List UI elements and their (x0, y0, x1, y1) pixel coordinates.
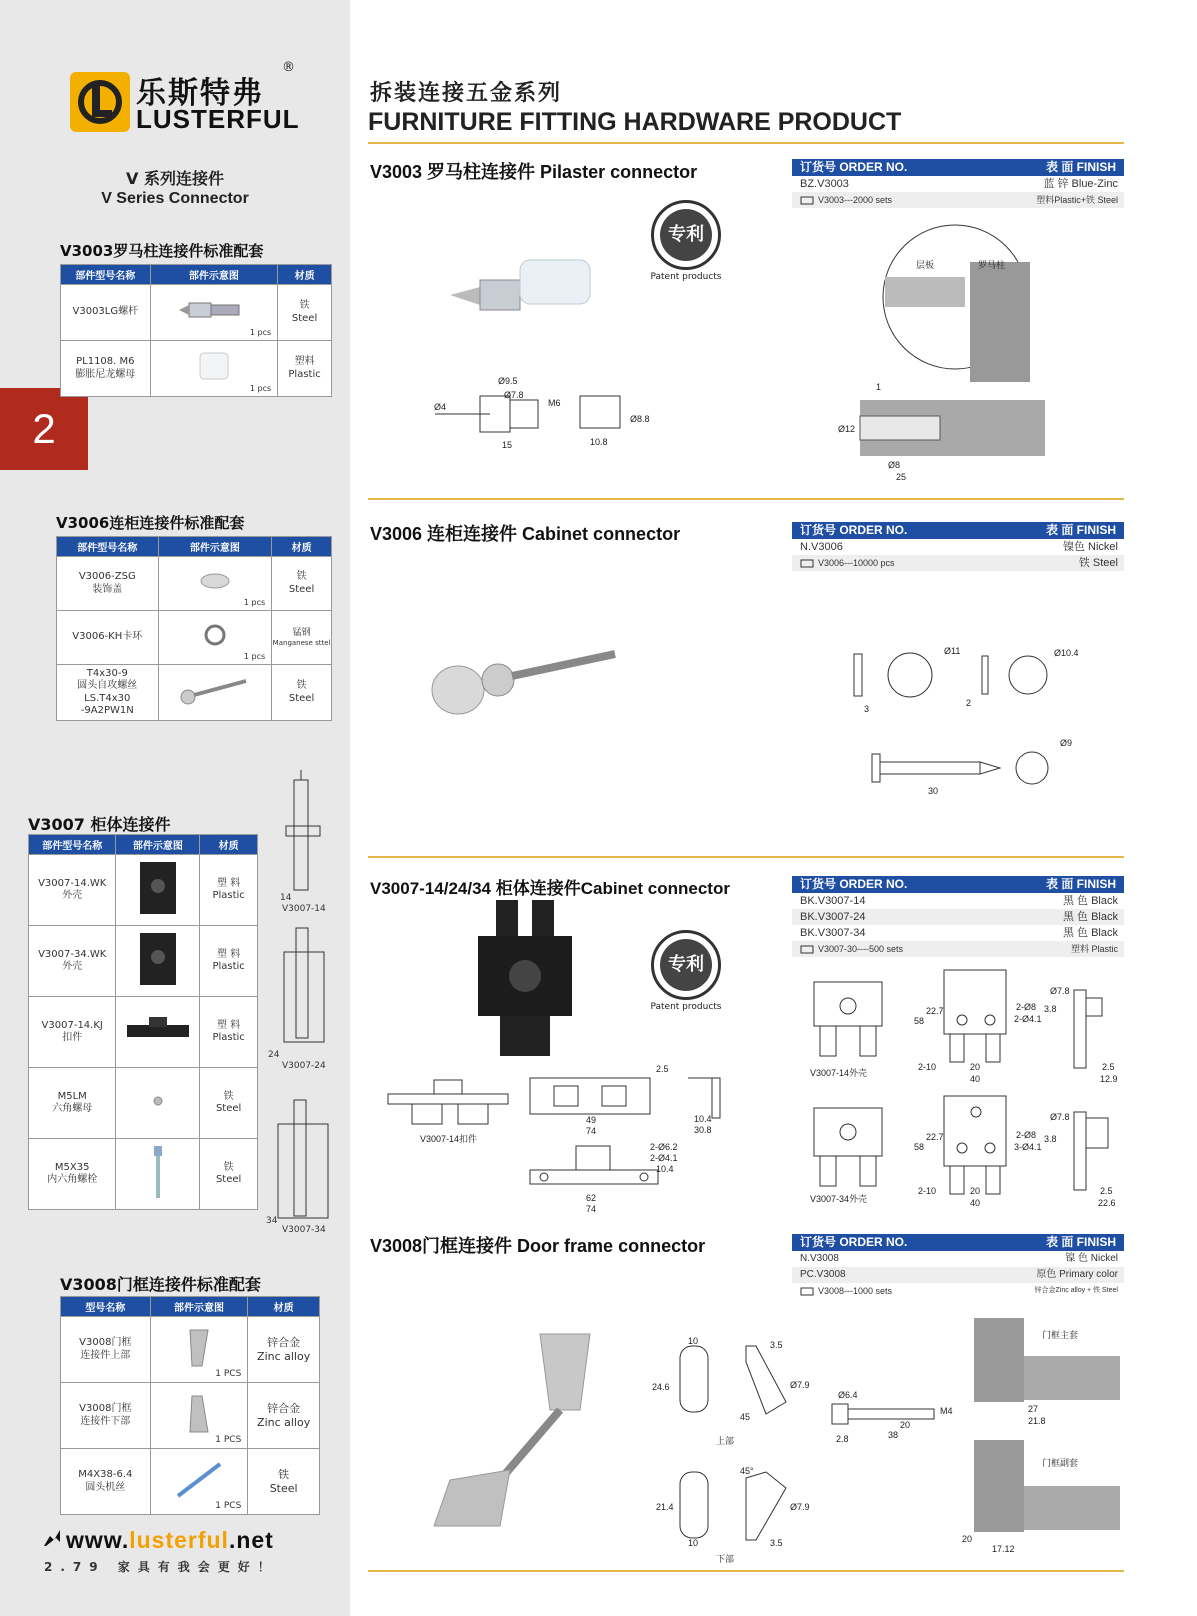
part-name: V3006-ZSG 装饰盖 (57, 557, 159, 611)
drawing-label: V3007-34 (282, 1225, 326, 1235)
box-icon (800, 944, 814, 954)
divider (368, 142, 1124, 144)
dim-label: 2-Ø6.2 (650, 1142, 678, 1152)
door-frame-connector-photo (430, 1330, 610, 1530)
table-row (57, 557, 332, 611)
nylon-nut-icon (194, 349, 234, 383)
dim-label: Ø12 (838, 424, 856, 434)
dim-label: 49 (586, 1115, 597, 1125)
col-header: 部件示意图 (150, 265, 278, 285)
dim-label: 15 (502, 440, 513, 450)
table-row (29, 1139, 258, 1210)
dim-label: Ø4 (434, 402, 447, 412)
dim-label: 17.12 (992, 1544, 1015, 1554)
dim-label: 20 (970, 1062, 981, 1072)
dim-label: 24 (268, 1050, 280, 1060)
hex-bolt-icon (151, 1144, 165, 1200)
pilaster-dimension-drawing (430, 378, 650, 448)
part-image (116, 855, 200, 926)
installation-detail-drawing (880, 222, 1030, 372)
v3003-title: V3003 罗马柱连接件 Pilaster connector (370, 162, 698, 182)
col-header: 型号名称 (61, 1297, 151, 1317)
slogan: 2.79 家具有我会更好！ (44, 1560, 278, 1574)
v3007-14-front-drawing (940, 968, 1012, 1066)
material: 铁 Steel (272, 557, 332, 611)
dim-label: 20 (970, 1186, 981, 1196)
dim-label: 14 (280, 893, 292, 903)
lower-part-icon (184, 1392, 214, 1436)
dim-label: 30 (928, 786, 939, 796)
cabinet-connector-photo (470, 900, 580, 1060)
v3003-kit-title: V3003罗马柱连接件标准配套 (60, 242, 264, 260)
dim-label: 2-10 (918, 1186, 937, 1196)
part-name: V3008门框 连接件上部 (61, 1317, 151, 1383)
dim-label: Ø10.4 (1054, 648, 1079, 658)
dim-label: 10.8 (590, 437, 608, 447)
drawing-label: V3007-14外壳 (810, 1068, 868, 1078)
drawing-label: V3007-14 (282, 904, 326, 914)
part-image (116, 1139, 200, 1210)
pilaster-connector-photo (450, 225, 620, 320)
divider (368, 1570, 1124, 1572)
dim-label: 38 (888, 1430, 899, 1440)
material: 铁 Steel (278, 285, 332, 341)
drawing-label: V3007-24 (282, 1061, 326, 1071)
dim-label: M6 (548, 398, 561, 408)
dim-label: Ø8 (888, 460, 901, 470)
page-title-cn: 拆装连接五金系列 (370, 81, 563, 106)
dim-label: 34 (266, 1216, 278, 1226)
dim-label: 10 (688, 1538, 699, 1548)
table-row (57, 665, 332, 721)
col-header: 材质 (200, 835, 258, 855)
patent-badge: 专利 Patent products (636, 930, 736, 1012)
v3008-title: V3008门框连接件 Door frame connector (370, 1236, 706, 1256)
part-name: V3003LG螺杆 (61, 285, 151, 341)
table-row (61, 1317, 320, 1383)
drawing-label: 上部 (716, 1436, 735, 1446)
material: 塑 料 Plastic (200, 855, 258, 926)
dim-label: 2-Ø8 (1016, 1130, 1037, 1140)
divider (368, 856, 1124, 858)
table-row (29, 855, 258, 926)
col-header: 材质 (278, 265, 332, 285)
table-row (61, 285, 332, 341)
v3007-kit-title: V3007 柜体连接件 (28, 815, 171, 834)
dim-label: Ø7.8 (504, 390, 524, 400)
mounting-hole-drawing (860, 398, 1045, 460)
dim-label: 45 (740, 1412, 751, 1422)
material: 塑料 Plastic (278, 341, 332, 397)
table-row (57, 611, 332, 665)
dim-label: Ø11 (944, 646, 961, 656)
cabinet-cap-drawing (850, 650, 1050, 702)
part-image: 1 PCS (150, 1317, 248, 1383)
dim-label: Ø7.9 (790, 1502, 810, 1512)
box-icon (800, 195, 814, 205)
dim-label: 2-Ø8 (1016, 1002, 1037, 1012)
material: 锌合金 Zinc alloy (248, 1317, 320, 1383)
dim-label: 2.5 (1100, 1186, 1113, 1196)
material: 铁 Steel (272, 665, 332, 721)
v3006-kit-table (56, 536, 332, 721)
dim-label: 62 (586, 1193, 597, 1203)
v3008-kit-table (60, 1296, 320, 1515)
dim-label: 30.8 (694, 1125, 712, 1135)
v3007-14-profile-drawing (1066, 988, 1116, 1072)
material: 铁 Steel (200, 1068, 258, 1139)
v3006-order-table: 订货号 ORDER NO. 表 面 FINISH N.V3006 镍色 Nickel V3006---10000 pcs 铁 Steel (792, 522, 1124, 571)
dim-label: M4 (940, 1406, 953, 1416)
dim-label: 10.4 (656, 1164, 674, 1174)
dim-label: Ø8.8 (630, 414, 650, 424)
bolt-icon (179, 293, 249, 327)
v3008-kit-title: V3008门框连接件标准配套 (60, 1275, 261, 1294)
diagram-label: 门框主套 (1042, 1330, 1079, 1340)
dim-label: 22.7 (926, 1132, 944, 1142)
v3006-title: V3006 连柜连接件 Cabinet connector (370, 524, 681, 544)
dim-label: 58 (914, 1142, 925, 1152)
drawing-label: V3007-34外壳 (810, 1194, 868, 1204)
drawing-label: V3007-14扣件 (420, 1134, 478, 1144)
page-title-en: FURNITURE FITTING HARDWARE PRODUCT (368, 108, 902, 136)
material: 铁 Steel (248, 1449, 320, 1515)
dim-label: Ø7.8 (1050, 1112, 1070, 1122)
dim-label: Ø9 (1060, 738, 1073, 748)
part-name: M5X35 内六角螺栓 (29, 1139, 116, 1210)
dim-label: 2 (966, 698, 972, 708)
v3007-kit-table (28, 834, 258, 1210)
dim-label: 3.5 (770, 1538, 783, 1548)
dim-label: 27 (1028, 1404, 1039, 1414)
fastener-icon (123, 1015, 193, 1045)
col-header: 材质 (248, 1297, 320, 1317)
dim-label: 22.6 (1098, 1198, 1116, 1208)
part-image: 1 pcs (158, 557, 272, 611)
brand-name-cn: 乐斯特弗 (136, 76, 264, 111)
dim-label: 10 (688, 1336, 699, 1346)
table-row (61, 1383, 320, 1449)
sub-frame-section-drawing (972, 1440, 1122, 1532)
drawing-label: 下部 (716, 1554, 735, 1564)
cap-icon (197, 571, 233, 591)
series-title-en: V Series Connector (101, 190, 249, 207)
dim-label: 3.5 (770, 1340, 783, 1350)
registered-mark: ® (282, 60, 295, 75)
col-header: 部件示意图 (150, 1297, 248, 1317)
brand-logo[interactable] (70, 60, 300, 138)
col-header: 部件型号名称 (29, 835, 116, 855)
dim-label: 10.4 (694, 1114, 712, 1124)
patent-badge: 专利 Patent products (636, 200, 736, 282)
v3007-14-housing-drawing (808, 972, 888, 1058)
dim-label: Ø6.4 (838, 1390, 858, 1400)
part-image (116, 1068, 200, 1139)
v3003-order-table: 订货号 ORDER NO. 表 面 FINISH BZ.V3003 蓝 锌 Blue-Zinc V3003---2000 sets 塑料Plastic+铁 Steel (792, 159, 1124, 208)
col-header: 部件示意图 (158, 537, 272, 557)
dim-label: 2-Ø4.1 (1014, 1014, 1042, 1024)
dim-label: 12.9 (1100, 1074, 1118, 1084)
dim-label: 21.4 (656, 1502, 674, 1512)
screw-drawing (870, 750, 1050, 786)
part-name: M5LM 六角螺母 (29, 1068, 116, 1139)
part-image: 1 PCS (150, 1449, 248, 1515)
dim-label: 40 (970, 1074, 981, 1084)
part-name: T4x30-9 圆头自攻螺丝 LS.T4x30 -9A2PW1N (57, 665, 159, 721)
upper-part-drawing (676, 1342, 796, 1422)
v3007-34-housing-drawing (808, 1094, 888, 1190)
dim-label: 2.5 (656, 1064, 669, 1074)
dim-label: 2-10 (918, 1062, 937, 1072)
dim-label: 2.5 (1102, 1062, 1115, 1072)
dim-label: Ø9.5 (498, 376, 518, 386)
part-image (116, 997, 200, 1068)
lower-part-drawing (676, 1468, 796, 1548)
dim-label: 20 (962, 1534, 973, 1544)
v3008-order-table: 订货号 ORDER NO. 表 面 FINISH N.V3008 镍 色 Nickel PC.V3008 原色 Primary color V3008---1000 sets 锌合金Zinc alloy + 铁 Steel (792, 1234, 1124, 1299)
col-header: 部件型号名称 (57, 537, 159, 557)
material: 塑 料 Plastic (200, 926, 258, 997)
part-name: V3006-KH卡环 (57, 611, 159, 665)
v3007-34-front-drawing (940, 1094, 1012, 1198)
part-name: V3008门框 连接件下部 (61, 1383, 151, 1449)
dim-label: 3.8 (1044, 1004, 1057, 1014)
dim-label: 45° (740, 1466, 754, 1476)
part-image (116, 926, 200, 997)
machine-screw-drawing (830, 1402, 940, 1426)
part-image: 1 PCS (150, 1383, 248, 1449)
dim-label: 20 (900, 1420, 911, 1430)
table-row (29, 926, 258, 997)
diagram-label: 罗马柱 (978, 260, 1006, 270)
logo-icon (70, 72, 130, 132)
v3007-34-profile-drawing (1066, 1110, 1116, 1194)
part-name: V3007-14.KJ 扣件 (29, 997, 116, 1068)
machine-screw-icon (174, 1460, 224, 1500)
v3003-kit-table (60, 264, 332, 397)
table-row (61, 1449, 320, 1515)
dim-label: 3-Ø4.1 (1014, 1142, 1042, 1152)
col-header: 部件型号名称 (61, 265, 151, 285)
v3007-24-side-drawing (276, 918, 336, 1048)
part-name: V3007-14.WK 外壳 (29, 855, 116, 926)
table-row (29, 997, 258, 1068)
upper-part-icon (184, 1326, 214, 1370)
v3006-kit-title: V3006连柜连接件标准配套 (56, 514, 245, 532)
website-link[interactable]: www.lusterful.net (66, 1527, 274, 1553)
material: 塑 料 Plastic (200, 997, 258, 1068)
page-number-tab[interactable]: 2 (0, 388, 88, 470)
part-name: V3007-34.WK 外壳 (29, 926, 116, 997)
dim-label: 74 (586, 1126, 597, 1136)
dim-label: 22.7 (926, 1006, 944, 1016)
fastener-drawing (388, 1080, 508, 1130)
dim-label: Ø7.8 (1050, 986, 1070, 996)
box-icon (800, 1286, 814, 1296)
material: 锌合金 Zinc alloy (248, 1383, 320, 1449)
part-image: 1 pcs (150, 341, 278, 397)
v3007-title: V3007-14/24/34 柜体连接件Cabinet connector (370, 879, 730, 898)
hex-nut-icon (148, 1091, 168, 1111)
v3007-34-side-drawing (272, 1094, 336, 1224)
part-name: M4X38-6.4 圆头机丝 (61, 1449, 151, 1515)
fastener-base-drawing (530, 1142, 660, 1192)
brand-name-en: LUSTERFUL (136, 104, 300, 134)
table-row (29, 1068, 258, 1139)
dim-label: 74 (586, 1204, 597, 1214)
table-row (61, 341, 332, 397)
diagram-label: 层板 (916, 260, 935, 270)
part-name: PL1108. M6 膨胀尼龙螺母 (61, 341, 151, 397)
divider (368, 498, 1124, 500)
dim-label: 2.8 (836, 1434, 849, 1444)
clip-ring-icon (200, 623, 230, 647)
series-title-cn: V 系列连接件 (126, 169, 224, 188)
material: 锰钢 Manganese sttel (272, 611, 332, 665)
dim-label: 40 (970, 1198, 981, 1208)
dim-label: 58 (914, 1016, 925, 1026)
dim-label: 3.8 (1044, 1134, 1057, 1144)
screw-icon (180, 675, 250, 705)
part-image (150, 285, 278, 341)
cabinet-connector-photo (430, 640, 620, 720)
dim-label: 3 (864, 704, 870, 714)
housing-icon (136, 929, 180, 989)
v3007-14-side-drawing (276, 770, 336, 900)
part-image (158, 665, 272, 721)
arrow-icon (44, 1530, 60, 1546)
dim-label: 21.8 (1028, 1416, 1046, 1426)
box-icon (800, 558, 814, 568)
dim-label: Ø7.9 (790, 1380, 810, 1390)
dim-label: 25 (896, 472, 907, 482)
dim-label: 1 (876, 382, 882, 392)
diagram-label: 门框副套 (1042, 1458, 1079, 1468)
material: 铁 Steel (200, 1139, 258, 1210)
col-header: 材质 (272, 537, 332, 557)
part-image: 1 pcs (158, 611, 272, 665)
dim-label: 24.6 (652, 1382, 670, 1392)
pcs-label: 1 pcs (249, 328, 272, 337)
col-header: 部件示意图 (116, 835, 200, 855)
housing-icon (136, 858, 180, 918)
v3007-order-table: 订货号 ORDER NO. 表 面 FINISH BK.V3007-14 黑 色 Black BK.V3007-24 黑 色 Black BK.V3007-34 黑 色 Black V3007-30----500 sets 塑料 Plastic (792, 876, 1124, 957)
dim-label: 2-Ø4.1 (650, 1153, 678, 1163)
